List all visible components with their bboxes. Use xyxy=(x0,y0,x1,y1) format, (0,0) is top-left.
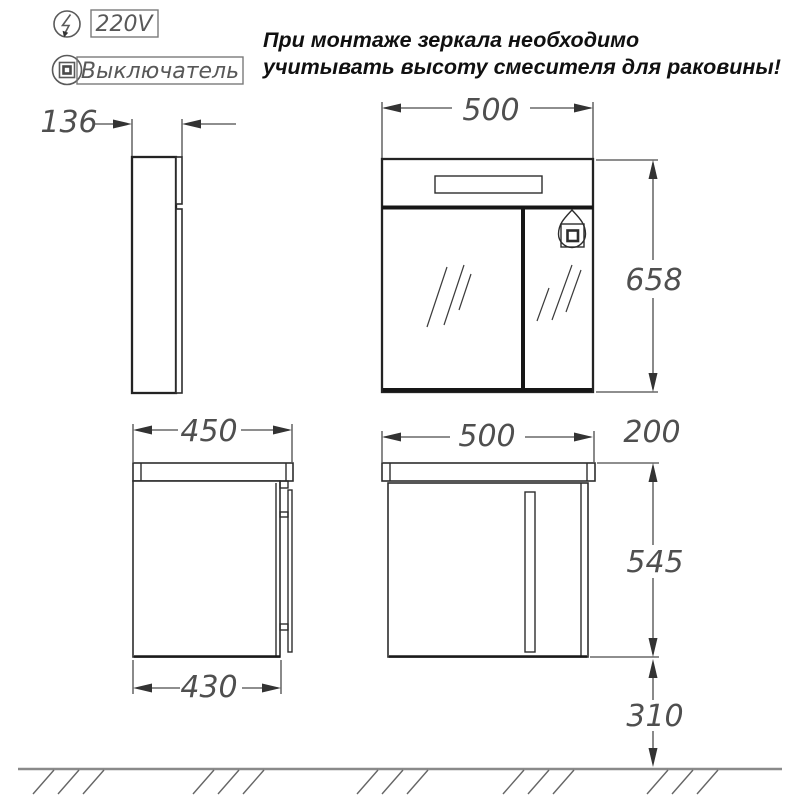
floor-ground-line xyxy=(18,769,782,794)
vanity-front-width-dim: 500 xyxy=(458,419,516,454)
vanity-front-countertop xyxy=(382,463,595,481)
lightning-icon xyxy=(63,15,71,38)
double-square-icon xyxy=(60,63,75,78)
note-line-1: При монтаже зеркала необходимо xyxy=(263,28,640,52)
mirror-cabinet-side-view xyxy=(40,105,236,393)
vanity-front-height-dim: 545 xyxy=(626,545,684,580)
mirror-front-outline xyxy=(382,159,593,392)
floor-hatch-group-1 xyxy=(33,770,104,794)
vanity-side-bracket xyxy=(280,481,288,488)
handle-standoff-top xyxy=(280,512,288,517)
vanity-side-top-depth-dim: 450 xyxy=(180,414,238,449)
mirror-side-door-lower xyxy=(176,209,182,393)
power-voltage-label: 220V xyxy=(95,12,153,37)
mirror-front-height-dim: 658 xyxy=(625,263,683,298)
vanity-side-body-depth-dim: 430 xyxy=(180,670,238,705)
legend-power-row xyxy=(54,10,158,38)
installation-note xyxy=(262,28,781,79)
vanity-front-view xyxy=(382,415,684,767)
note-line-2: учитывать высоту смесителя для раковины! xyxy=(263,55,781,79)
vanity-front-body xyxy=(388,483,588,657)
vanity-side-view xyxy=(133,414,293,705)
floor-hatch-group-2 xyxy=(193,770,264,794)
handle-standoff-bottom xyxy=(280,624,288,630)
mirror-side-door-upper xyxy=(176,157,182,204)
mirror-side-depth-dim: 136 xyxy=(40,105,98,140)
legend-switch-row xyxy=(53,56,244,85)
vanity-front-right-offset-dim: 200 xyxy=(623,415,681,450)
vanity-side-body xyxy=(133,481,280,657)
switch-label: Выключатель xyxy=(80,59,240,84)
mirror-front-width-dim: 500 xyxy=(462,93,520,128)
floor-hatch-group-4 xyxy=(503,770,574,794)
floor-hatch-group-3 xyxy=(357,770,428,794)
mirror-side-body xyxy=(132,157,176,393)
vanity-side-countertop xyxy=(133,463,293,481)
mirror-cabinet-front-view xyxy=(382,93,683,392)
vanity-floor-clearance-dim: 310 xyxy=(626,699,684,734)
floor-hatch-group-5 xyxy=(647,770,718,794)
